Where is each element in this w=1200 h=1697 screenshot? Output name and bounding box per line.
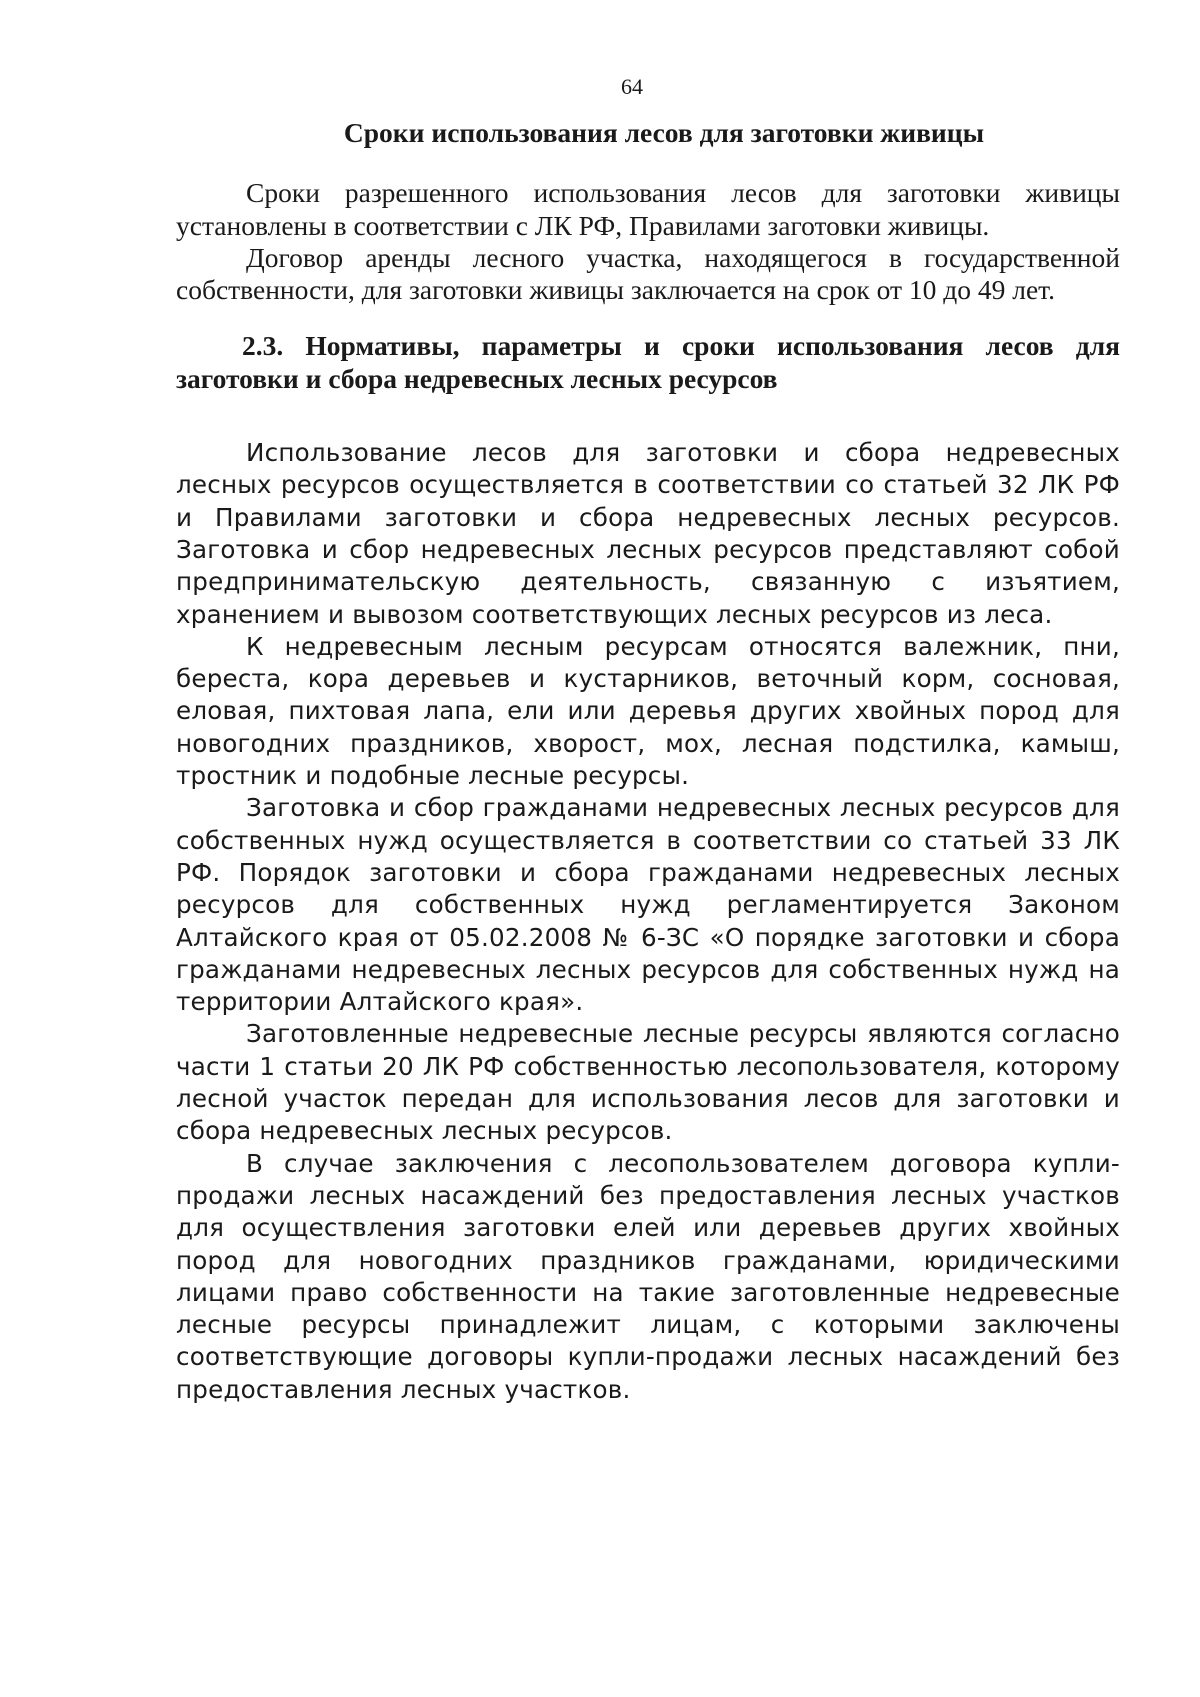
paragraph: Заготовленные недревесные лесные ресурсы являются согласно части 1 статьи 20 ЛК РФ собственностью лесопользователя, которому лесной участок передан для использования лесов для заготовки и сбора недревесных лесных ресурсов. [176, 1019, 1120, 1146]
paragraph: В случае заключения с лесопользователем договора купли-продажи лесных насаждений без предоставления лесных участков для осуществления заготовки елей или деревьев других хвойных пород для новогодних праздников гражданами, юридическими лицами право собственности на такие заготовленные недревесные лесные ресурсы принадлежит лицам, с которыми заключены соответствующие договоры купли-продажи лесных насаждений без предоставления лесных участков. [176, 1148, 1120, 1404]
paragraph: К недревесным лесным ресурсам относятся валежник, пни, береста, кора деревьев и кустарников, веточный корм, сосновая, еловая, пихтовая лапа, ели или деревья других хвойных пород для новогодних праздников, хворост, мох, лесная подстилка, камыш, тростник и подобные лесные ресурсы. [176, 631, 1120, 791]
page-content [176, 117, 1120, 1406]
paragraph: Заготовка и сбор гражданами недревесных лесных ресурсов для собственных нужд осуществляется в соответствии со статьей 33 ЛК РФ. Порядок заготовки и сбора гражданами недревесных лесных ресурсов для собственных нужд регламентируется Законом Алтайского края от 05.02.2008 № 6-ЗС «О порядке заготовки и сбора гражданами недревесных лесных ресурсов для собственных нужд на территории Алтайского края». [176, 793, 1120, 1017]
paragraph: Использование лесов для заготовки и сбора недревесных лесных ресурсов осуществляется в соответствии со статьей 32 ЛК РФ и Правилами заготовки и сбора недревесных лесных ресурсов. Заготовка и сбор недревесных лесных ресурсов представляют собой предпринимательскую деятельность, связанную с изъятием, хранением и вывозом соответствующих лесных ресурсов из леса. [176, 438, 1120, 629]
section-title-resin: Сроки использования лесов для заготовки живицы [343, 117, 985, 148]
page-number: 64 [621, 74, 643, 99]
paragraph: Сроки разрешенного использования лесов для заготовки живицы установлены в соответствии с ЛК РФ, Правилами заготовки живицы. [176, 177, 1120, 241]
section-body [176, 437, 1120, 1406]
section-title-non-wood-resources: 2.3. Нормативы, параметры и сроки использования лесов для заготовки и сбора недревесных лесных ресурсов [176, 330, 1120, 394]
paragraph: Договор аренды лесного участка, находящегося в государственной собственности, для заготовки живицы заключается на срок от 10 до 49 лет. [176, 241, 1120, 306]
